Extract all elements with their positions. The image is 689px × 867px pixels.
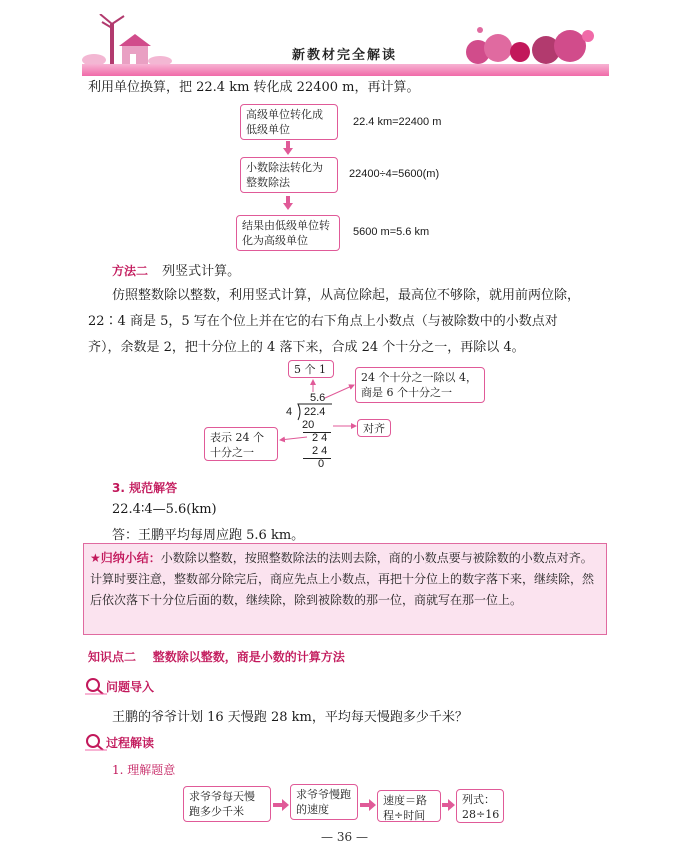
flow1-value-2: 22400÷4=5600(m)	[349, 168, 440, 180]
flow1-box-3-text: 结果由低级单位转化为高级单位	[242, 219, 330, 247]
flow1-box-1-text: 高级单位转化成低级单位	[246, 108, 323, 136]
process-heading: 过程解读	[106, 736, 155, 750]
summary-text: 小数除以整数，按照整数除法的法则去除，商的小数点要与被除数的小数点对齐。计算时要注意，整数部分除完后，商应先点上小数点，再把十分位上的数字落下来，继续除，然后依次落下十分位后面的数，继续除，除到被除数的那一位，商就写在那一位上。	[90, 551, 595, 607]
division-quotient: 5.6	[310, 392, 326, 404]
section3-heading: 3. 规范解答	[112, 481, 178, 495]
knowledge-label: 知识点二	[88, 650, 137, 664]
page-number: — 36 —	[321, 830, 368, 844]
division-rule-2	[303, 458, 331, 459]
flow2-box-4: 列式：28÷16	[456, 789, 504, 823]
magnifier-icon	[85, 733, 107, 751]
division-box-top: 5 个 1	[288, 360, 334, 378]
down-arrow-icon	[283, 196, 293, 210]
magnifier-icon	[85, 677, 107, 695]
method2-line	[112, 260, 240, 279]
knowledge-heading	[88, 648, 345, 665]
division-box-align: 对齐	[357, 419, 391, 437]
flow2-box-3: 速度＝路程÷时间	[377, 790, 441, 822]
flow1-value-3: 5600 m=5.6 km	[353, 226, 430, 238]
section3-answer: 答：王鹏平均每周应跑 5.6 km。	[112, 528, 305, 543]
flow2-box-2: 求爷爷慢跑的速度	[290, 784, 358, 820]
division-line-3: 2 4	[312, 445, 328, 457]
summary-label: ★归纳小结：	[90, 551, 161, 565]
method2-label: 方法二	[112, 264, 149, 278]
question-text: 王鹏的爷爷计划 16 天慢跑 28 km，平均每天慢跑多少千米？	[112, 710, 468, 725]
method2-desc	[88, 283, 612, 361]
flow1-box-1	[240, 104, 338, 140]
flow1-value-1: 22.4 km=22400 m	[353, 116, 442, 128]
method2-desc-line-1: 仿照整数除以整数，利用竖式计算，从高位除起，最高位不够除，就用前两位除，	[112, 288, 581, 303]
division-line-2: 2 4	[312, 432, 328, 444]
flow1-box-2	[240, 157, 338, 193]
division-dividend: 22.4	[304, 406, 326, 418]
division-divisor: 4	[286, 406, 293, 418]
division-line-1: 20	[302, 419, 315, 431]
method2-desc-line-3: 齐），余数是 2，把十分位上的 4 落下来，合成 24 个十分之一，再除以 4。	[88, 340, 525, 355]
down-arrow-icon	[283, 141, 293, 155]
header-title: 新教材完全解读	[291, 48, 397, 63]
process-sub: 1. 理解题意	[112, 763, 176, 777]
question-heading: 问题导入	[106, 680, 155, 694]
summary-box	[83, 543, 607, 635]
section3-equation: 22.4∶4—5.6(km)	[112, 502, 217, 517]
flow2-box-1: 求爷爷每天慢跑多少千米	[183, 786, 271, 822]
division-box-right: 24 个十分之一除以 4，商是 6 个十分之一	[355, 367, 485, 403]
division-line-4: 0	[318, 458, 325, 470]
method2-text: 列竖式计算。	[162, 264, 241, 279]
method2-desc-line-2: 22∶4 商是 5，5 写在个位上并在它的右下角点上小数点（与被除数中的小数点对	[88, 314, 558, 329]
knowledge-title: 整数除以整数，商是小数的计算方法	[152, 650, 345, 664]
flow1-box-2-text: 小数除法转化为整数除法	[246, 161, 323, 189]
intro-line: 利用单位换算，把 22.4 km 转化成 22400 m，再计算。	[88, 80, 420, 95]
summary-text-block	[90, 548, 602, 611]
division-box-left: 表示 24 个十分之一	[204, 427, 278, 461]
flow1-box-3	[236, 215, 340, 251]
